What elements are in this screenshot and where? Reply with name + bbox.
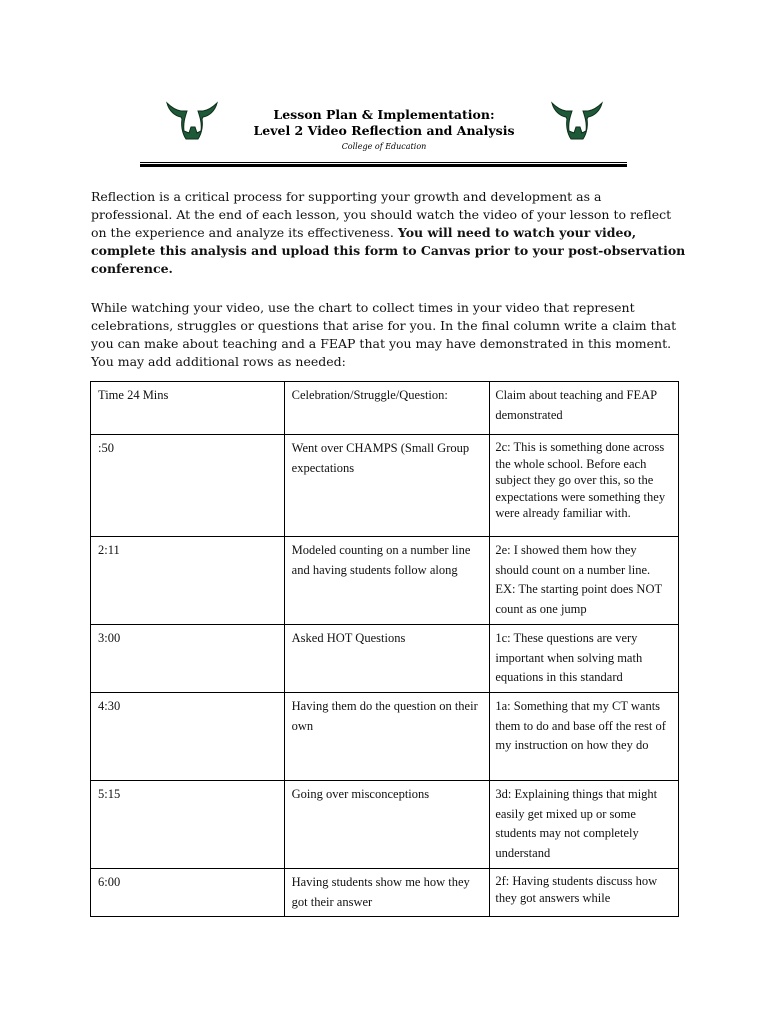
bull-logo-left (165, 97, 219, 145)
title-line-2: Level 2 Video Reflection and Analysis (253, 123, 515, 138)
title-line-1: Lesson Plan & Implementation: (273, 107, 495, 122)
table-row (91, 781, 679, 869)
event-cell: Modeled counting on a number line and having students follow along (284, 537, 490, 625)
table-row (91, 869, 679, 917)
table-row (91, 693, 679, 781)
claim-cell: 3d: Explaining things that might easily get mixed up or some students may not completely understand (490, 781, 679, 869)
table-row (91, 537, 679, 625)
time-cell: 3:00 (91, 625, 285, 693)
event-cell: Having students show me how they got their answer (284, 869, 490, 917)
table-row (91, 625, 679, 693)
header-event: Celebration/Struggle/Question: (284, 382, 490, 435)
event-cell: Asked HOT Questions (284, 625, 490, 693)
intro-paragraph (91, 188, 686, 278)
reflection-table (90, 381, 679, 917)
claim-cell: 2f: Having students discuss how they got answers while (490, 869, 679, 917)
title-block (220, 107, 548, 152)
header-time: Time 24 Mins (91, 382, 285, 435)
header-rule-thin (140, 162, 627, 163)
time-cell: 4:30 (91, 693, 285, 781)
claim-cell: 1c: These questions are very important when solving math equations in this standard (490, 625, 679, 693)
event-cell: Having them do the question on their own (284, 693, 490, 781)
time-cell: :50 (91, 435, 285, 537)
instructions-paragraph: While watching your video, use the chart to collect times in your video that represent celebrations, struggles or questions that arise for you. In the final column write a claim that you can make about teaching and a FEAP that you may have demonstrated in this moment. You may add additional rows as needed: (91, 300, 677, 369)
bull-logo-right (550, 97, 604, 145)
claim-cell: 2c: This is something done across the whole school. Before each subject they go over this, so the expectations were something they were already familiar with. (490, 435, 679, 537)
claim-cell: 2e: I showed them how they should count on a number line. EX: The starting point does NOT count as one jump (490, 537, 679, 625)
intro-text: Reflection is a critical process for supporting your growth and development as a professional. At the end of each lesson, you should watch the video of your lesson to reflect on the experience and analyze its effectiveness. (91, 189, 672, 240)
time-cell: 2:11 (91, 537, 285, 625)
claim-cell: 1a: Something that my CT wants them to do and base off the rest of my instruction on how they do (490, 693, 679, 781)
time-cell: 6:00 (91, 869, 285, 917)
table-row (91, 435, 679, 537)
document-header (0, 0, 768, 170)
intro-bold-text: You will need to watch your video, complete this analysis and upload this form to Canvas prior to your post-observation conference. (91, 225, 686, 276)
event-cell: Going over misconceptions (284, 781, 490, 869)
event-cell: Went over CHAMPS (Small Group expectations (284, 435, 490, 537)
time-cell: 5:15 (91, 781, 285, 869)
college-subtitle: College of Education (341, 142, 427, 151)
header-rule-thick (140, 164, 627, 167)
header-claim: Claim about teaching and FEAP demonstrated (490, 382, 679, 435)
table-header-row (91, 382, 679, 435)
